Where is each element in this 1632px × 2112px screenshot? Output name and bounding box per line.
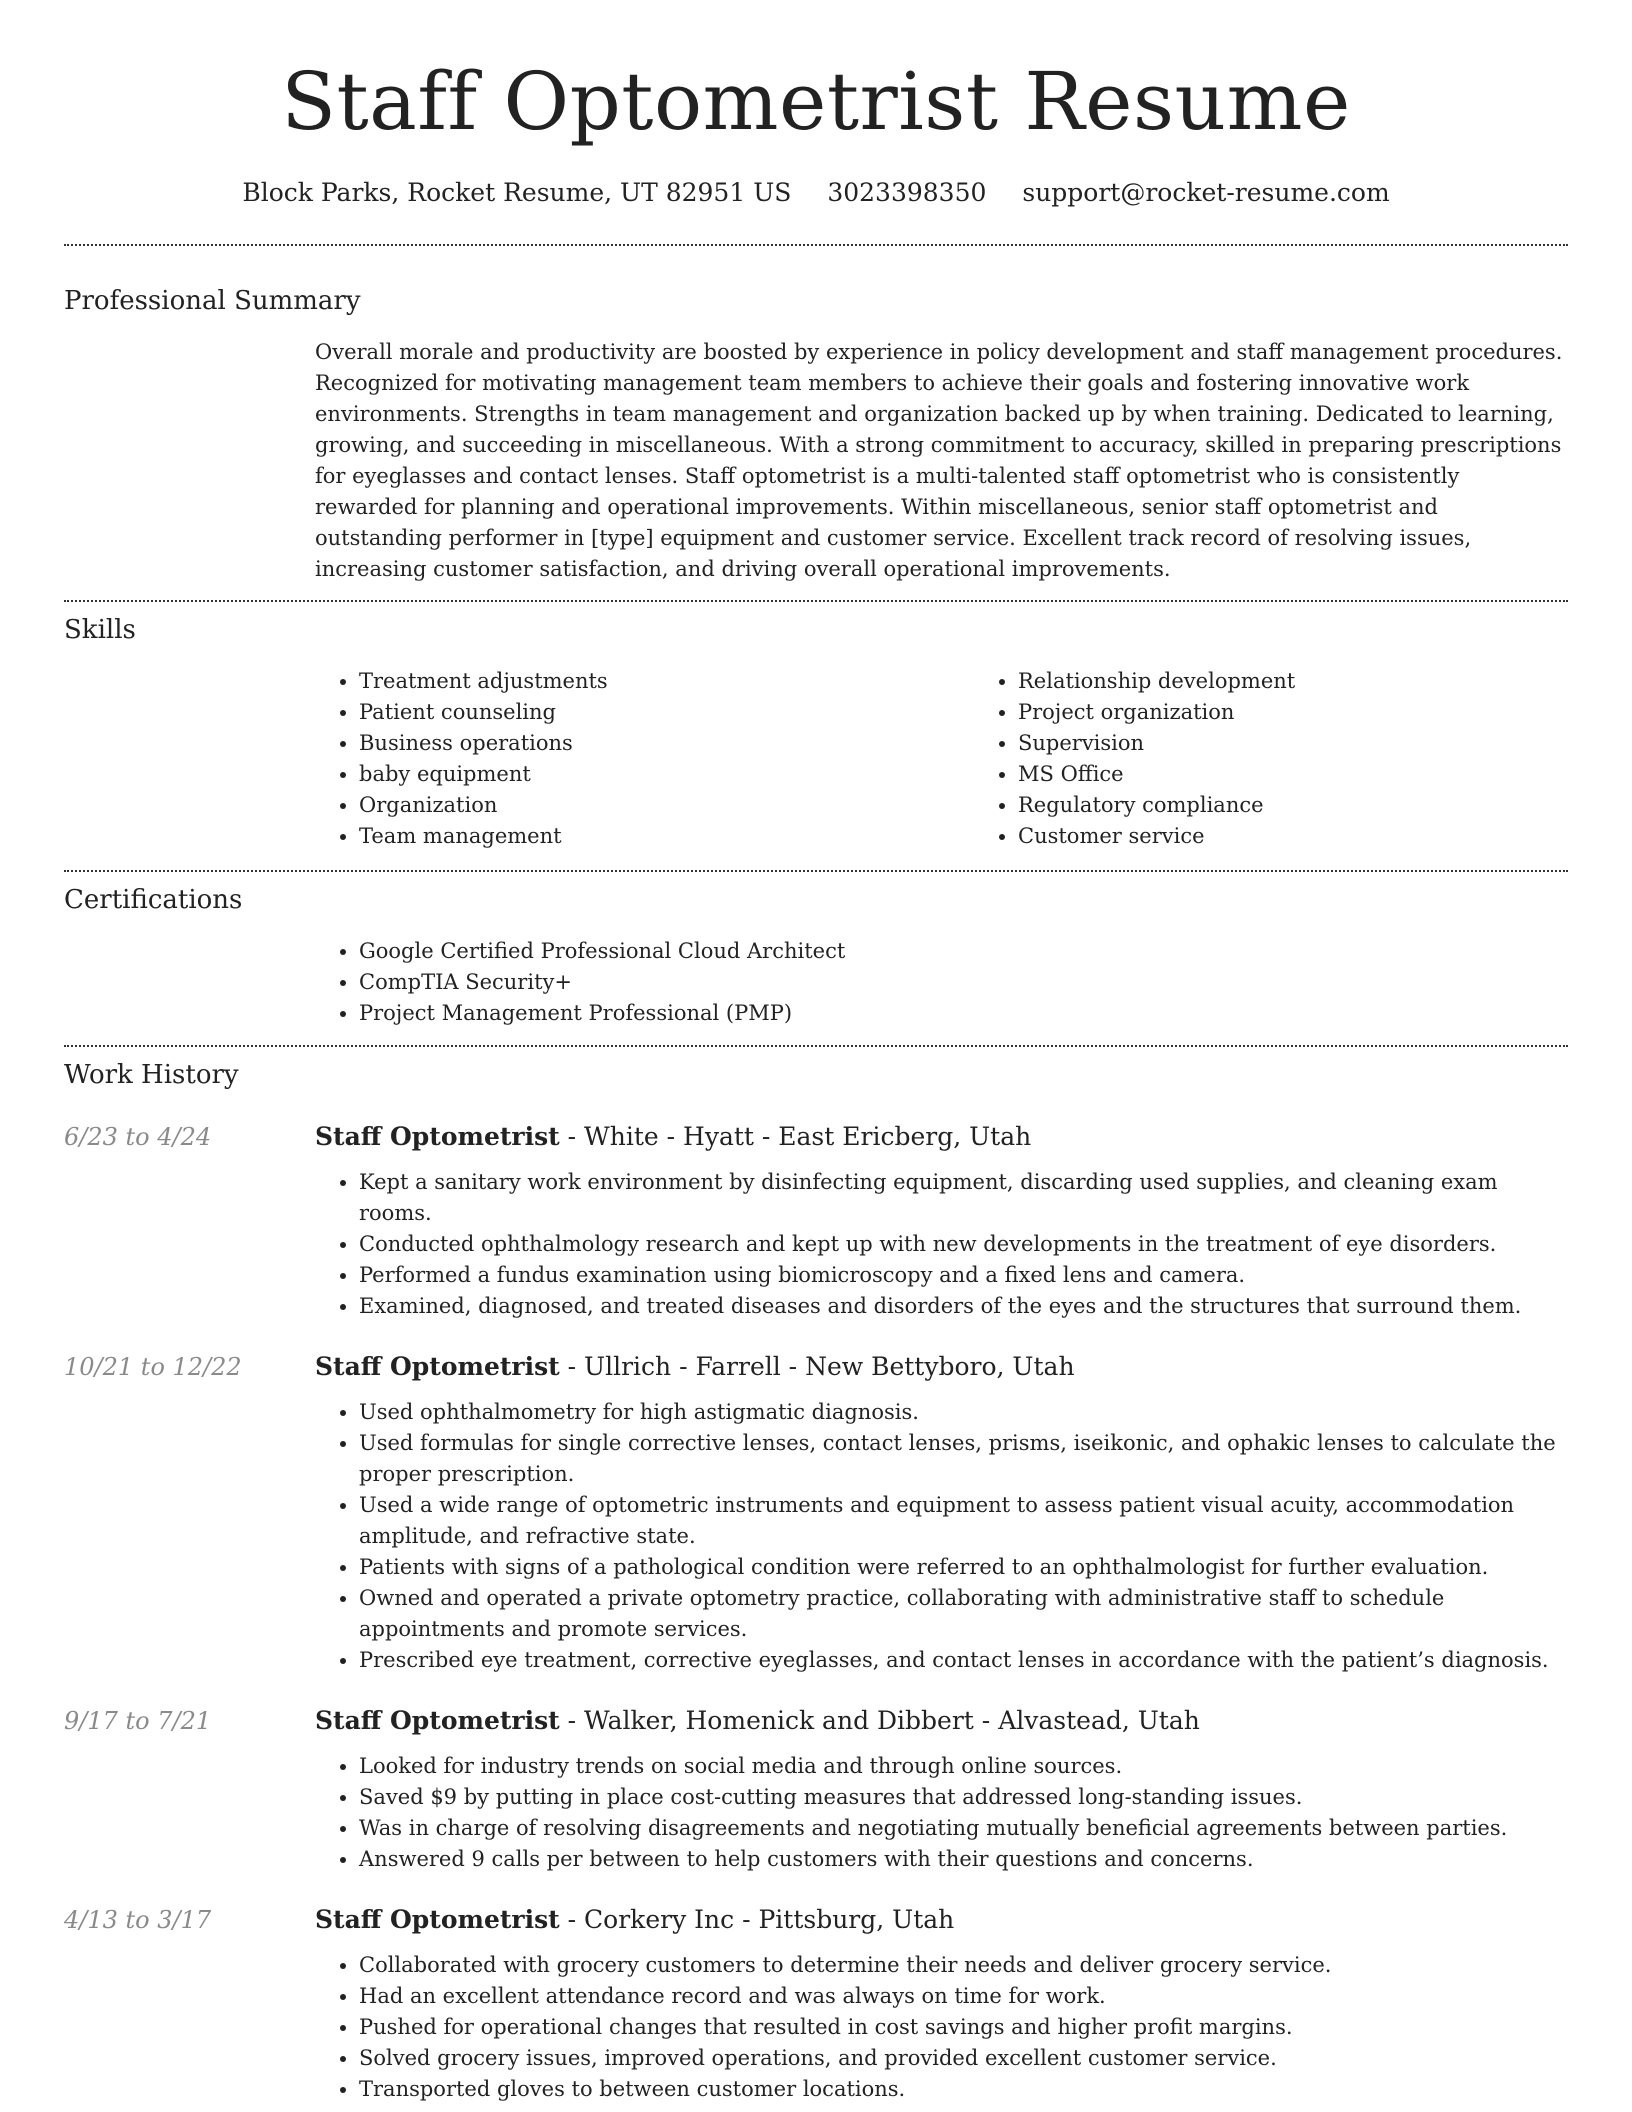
certifications-content (315, 936, 1568, 1045)
job-bullets (315, 1167, 1568, 1322)
contact-address: Block Parks, Rocket Resume, UT 82951 US (242, 178, 792, 207)
job-bullet: • Used ophthalmometry for high astigmatic diagnosis. (359, 1397, 1568, 1428)
skills-list-left (315, 666, 974, 852)
job-bullet: • Used formulas for single corrective lenses, contact lenses, prisms, iseikonic, and ophakic lenses to calculate the proper prescription. (359, 1428, 1568, 1490)
job-bullet: • Was in charge of resolving disagreements and negotiating mutually beneficial agreements between parties. (359, 1813, 1568, 1844)
job-bullets (315, 1397, 1568, 1676)
resume-page (64, 0, 1568, 2105)
job-bullet: • Conducted ophthalmology research and kept up with new developments in the treatment of eye disorders. (359, 1229, 1568, 1260)
job-bullet: • Prescribed eye treatment, corrective eyeglasses, and contact lenses in accordance with the patient’s diagnosis. (359, 1645, 1568, 1676)
skills-section (64, 602, 1568, 870)
job-entry (64, 1120, 1568, 1322)
skills-grid (315, 666, 1568, 852)
section-title-summary: Professional Summary (64, 286, 361, 316)
job-bullet: • Collaborated with grocery customers to determine their needs and deliver grocery service. (359, 1950, 1568, 1981)
job-bullet-list (315, 1751, 1568, 1875)
job-bullet: • Examined, diagnosed, and treated diseases and disorders of the eyes and the structures that surround them. (359, 1291, 1568, 1322)
job-bullet: • Solved grocery issues, improved operations, and provided excellent customer service. (359, 2043, 1568, 2074)
certification-item: • Project Management Professional (PMP) (359, 998, 1568, 1029)
job-bullet-list (315, 1397, 1568, 1676)
job-bullet-list (315, 1950, 1568, 2105)
job-bullet: • Transported gloves to between customer locations. (359, 2074, 1568, 2105)
job-bullets (315, 1950, 1568, 2105)
job-bullet: • Had an excellent attendance record and was always on time for work. (359, 1981, 1568, 2012)
job-entry (64, 1704, 1568, 1875)
job-role: Staff Optometrist (315, 1706, 560, 1735)
job-bullet: • Pushed for operational changes that resulted in cost savings and higher profit margins. (359, 2012, 1568, 2043)
skill-item: • Patient counseling (359, 697, 974, 728)
skill-item: • Treatment adjustments (359, 666, 974, 697)
resume-title: Staff Optometrist Resume (281, 55, 1351, 148)
job-employer: - Ullrich - Farrell - New Bettyboro, Utah (559, 1352, 1075, 1381)
certifications-list (315, 936, 1568, 1029)
job-bullet: • Kept a sanitary work environment by disinfecting equipment, discarding used supplies, and cleaning exam rooms. (359, 1167, 1568, 1229)
certification-item: • Google Certified Professional Cloud Architect (359, 936, 1568, 967)
job-bullet: • Saved $9 by putting in place cost-cutting measures that addressed long-standing issues. (359, 1782, 1568, 1813)
job-bullet: • Owned and operated a private optometry practice, collaborating with administrative staff to schedule appointments and promote services. (359, 1583, 1568, 1645)
section-title-work-history: Work History (64, 1060, 239, 1090)
professional-summary-section (64, 246, 1568, 600)
job-bullet: • Patients with signs of a pathological condition were referred to an ophthalmologist for further evaluation. (359, 1552, 1568, 1583)
work-history-section (64, 1047, 1568, 2105)
job-employer: - White - Hyatt - East Ericberg, Utah (559, 1122, 1032, 1151)
skill-item: • Team management (359, 821, 974, 852)
section-title-certifications: Certifications (64, 885, 243, 915)
job-heading (315, 1704, 1568, 1738)
job-bullet: • Performed a fundus examination using biomicroscopy and a fixed lens and camera. (359, 1260, 1568, 1291)
skill-item: • Regulatory compliance (1018, 790, 1632, 821)
job-heading (315, 1350, 1568, 1384)
skills-list-right (974, 666, 1632, 852)
job-dates: 4/13 to 3/17 (64, 1906, 212, 1934)
certification-item: • CompTIA Security+ (359, 967, 1568, 998)
skill-item: • Project organization (1018, 697, 1632, 728)
job-bullet: • Used a wide range of optometric instruments and equipment to assess patient visual acuity, accommodation amplitude, and refractive state. (359, 1490, 1568, 1552)
job-bullet: • Answered 9 calls per between to help customers with their questions and concerns. (359, 1844, 1568, 1875)
certifications-section (64, 872, 1568, 1045)
job-bullet-list (315, 1167, 1568, 1322)
skill-item: • Relationship development (1018, 666, 1632, 697)
contact-line (64, 176, 1568, 210)
job-bullets (315, 1751, 1568, 1875)
job-dates: 6/23 to 4/24 (64, 1123, 212, 1151)
job-role: Staff Optometrist (315, 1905, 560, 1934)
job-dates: 9/17 to 7/21 (64, 1707, 212, 1735)
job-bullet: • Looked for industry trends on social media and through online sources. (359, 1751, 1568, 1782)
job-role: Staff Optometrist (315, 1352, 560, 1381)
contact-phone: 3023398350 (827, 178, 987, 207)
section-title-skills: Skills (64, 615, 136, 645)
skill-item: • Organization (359, 790, 974, 821)
job-entry (64, 1350, 1568, 1676)
skill-item: • Customer service (1018, 821, 1632, 852)
job-entry (64, 1903, 1568, 2105)
job-heading (315, 1903, 1568, 1937)
job-employer: - Corkery Inc - Pittsburg, Utah (559, 1905, 955, 1934)
skill-item: • MS Office (1018, 759, 1632, 790)
skills-content (315, 666, 1568, 870)
summary-text: Overall morale and productivity are boosted by experience in policy development and staff management procedures. Recognized for motivating management team members to achieve their goals and fostering innovative work environments. Strengths in team management and organization backed up by when training. Dedicated to learning, growing, and succeeding in miscellaneous. With a strong commitment to accuracy, skilled in preparing prescriptions for eyeglasses and contact lenses. Staff optometrist is a multi-talented staff optometrist who is consistently rewarded for planning and operational improvements. Within miscellaneous, senior staff optometrist and outstanding performer in [type] equipment and customer service. Excellent track record of resolving issues, increasing customer satisfaction, and driving overall operational improvements. (315, 340, 1563, 581)
job-heading (315, 1120, 1568, 1154)
job-dates: 10/21 to 12/22 (64, 1353, 242, 1381)
skill-item: • Supervision (1018, 728, 1632, 759)
job-role: Staff Optometrist (315, 1122, 560, 1151)
skill-item: • baby equipment (359, 759, 974, 790)
skill-item: • Business operations (359, 728, 974, 759)
contact-email: support@rocket-resume.com (1022, 178, 1390, 207)
job-employer: - Walker, Homenick and Dibbert - Alvastead, Utah (559, 1706, 1200, 1735)
